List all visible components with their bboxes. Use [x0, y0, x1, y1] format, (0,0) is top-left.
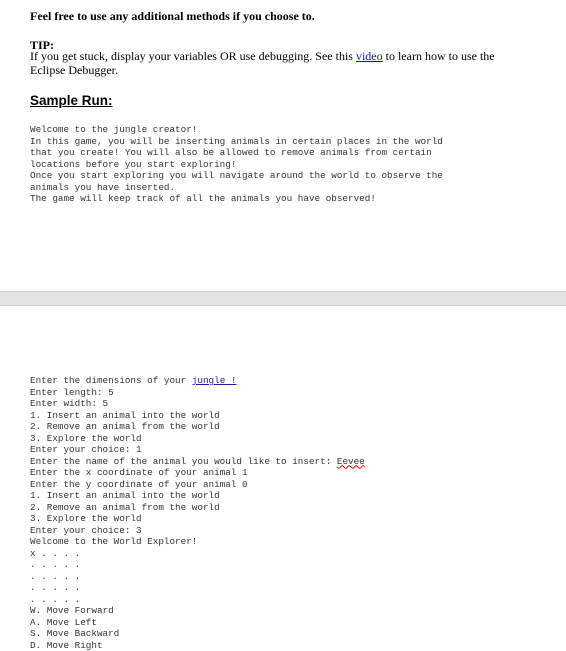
welcome-block: [30, 124, 443, 205]
grid-row: x . . . .: [30, 548, 365, 560]
spellcheck-word: Eevee: [337, 456, 365, 467]
console-line: Enter your choice: 1: [30, 444, 365, 456]
tip-heading: TIP:: [30, 38, 54, 53]
console-line: 1. Insert an animal into the world: [30, 490, 365, 502]
console-line: Welcome to the World Explorer!: [30, 536, 365, 548]
console-text: Enter the name of the animal you would like to insert:: [30, 456, 337, 467]
console-line: Enter the x coordinate of your animal 1: [30, 467, 365, 479]
move-option: W. Move Forward: [30, 605, 365, 617]
console-line: 2. Remove an animal from the world: [30, 421, 365, 433]
tip-text-cont: to learn how to use the: [383, 49, 495, 63]
sample-run-heading: Sample Run:: [30, 93, 113, 108]
console-line: 3. Explore the world: [30, 513, 365, 525]
intro-text: Feel free to use any additional methods if you choose to.: [30, 9, 315, 24]
move-option: S. Move Backward: [30, 628, 365, 640]
welcome-line: The game will keep track of all the animals you have observed!: [30, 193, 443, 205]
document-page-2: [0, 306, 566, 649]
welcome-line: that you create! You will also be allowed to remove animals from certain: [30, 147, 443, 159]
console-line: Enter length: 5: [30, 387, 365, 399]
welcome-line: Welcome to the jungle creator!: [30, 124, 443, 136]
tip-text: If you get stuck, display your variables OR use debugging. See this: [30, 49, 356, 63]
grid-row: . . . . .: [30, 571, 365, 583]
console-line: 1. Insert an animal into the world: [30, 410, 365, 422]
video-link[interactable]: video: [356, 49, 383, 63]
welcome-line: In this game, you will be inserting animals in certain places in the world: [30, 136, 443, 148]
grid-row: . . . . .: [30, 582, 365, 594]
welcome-line: Once you start exploring you will navigate around the world to observe the: [30, 170, 443, 182]
sample-run-output: [30, 375, 365, 651]
console-line: [30, 456, 365, 468]
document-page-1: [0, 0, 566, 291]
jungle-link[interactable]: jungle !: [192, 375, 237, 386]
grid-row: . . . . .: [30, 559, 365, 571]
move-option: A. Move Left: [30, 617, 365, 629]
page-break: [0, 291, 566, 306]
grid-row: . . . . .: [30, 594, 365, 606]
tip-line-2: Eclipse Debugger.: [30, 63, 118, 77]
welcome-line: locations before you start exploring!: [30, 159, 443, 171]
console-text: Enter the dimensions of your: [30, 375, 192, 386]
welcome-line: animals you have inserted.: [30, 182, 443, 194]
move-option: D. Move Right: [30, 640, 365, 651]
console-line: Enter width: 5: [30, 398, 365, 410]
console-line: Enter your choice: 3: [30, 525, 365, 537]
console-line: [30, 375, 365, 387]
console-line: Enter the y coordinate of your animal 0: [30, 479, 365, 491]
console-line: 2. Remove an animal from the world: [30, 502, 365, 514]
console-line: 3. Explore the world: [30, 433, 365, 445]
tip-line-1: [30, 49, 495, 63]
